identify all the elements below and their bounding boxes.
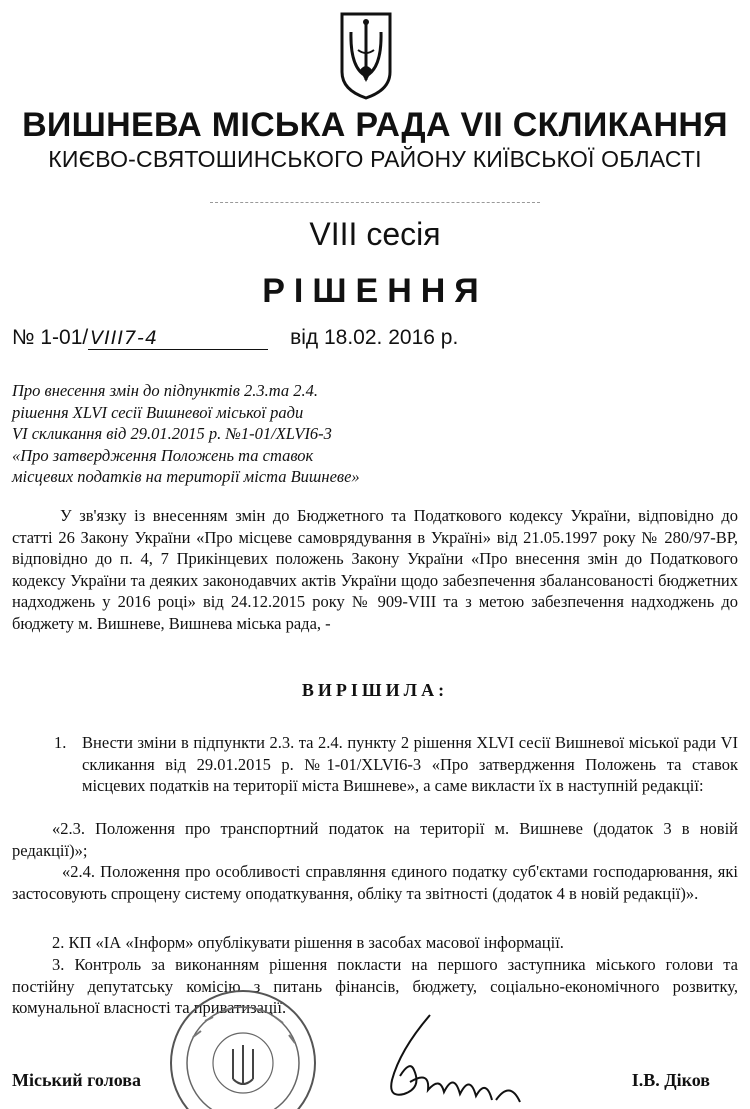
resolution-item-2: 2. КП «ІА «Інформ» опублікувати рішення в засобах масової інформації.: [52, 933, 564, 952]
subject-line: «Про затвердження Положень та ставок: [12, 445, 314, 465]
divider: [210, 202, 540, 203]
council-title: ВИШНЕВА МІСЬКА РАДА VII СКЛИКАННЯ: [22, 106, 728, 144]
subitem-2-4: «2.4. Положення про особливості справляння єдиного податку суб'єктами господарювання, які застосовують спрощену систему оподаткування, обліку та звітності (додаток 4 в новій редакції)».: [12, 862, 738, 903]
trident-emblem-icon: [338, 10, 394, 100]
resolution-item-1: [54, 732, 738, 797]
item-text: Внести зміни в підпункти 2.3. та 2.4. пункту 2 рішення XLVI сесії Вишневої міської ради VI скликання від 29.01.2015 р. №1-01/XLVI6-3 «Про затвердження Положень та ставок місцевих податків на території міста Вишневе», а саме викласти їх в наступній редакції:: [82, 733, 738, 795]
handwritten-signature-icon: [370, 1010, 550, 1109]
session-label: VIII сесія: [309, 216, 441, 252]
item-number: 1.: [54, 733, 67, 752]
subject-line: місцевих податків на території міста Вишневе»: [12, 467, 360, 486]
decision-number-prefix: № 1-01/: [12, 326, 89, 349]
intro-paragraph: У зв'язку із внесенням змін до Бюджетного та Податкового кодексу України, відповідно до статті 26 Закону України «Про місцеве самоврядування в Україні» від 21.05.1997 року № 280/97-ВР, відповідно до п. 4, 7 Прикінцевих положень Закону України «Про внесення змін до Податкового кодексу України та деяких законодавчих актів України щодо забезпечення збалансованості бюджетних надходжень у 2016 році» від 24.12.2015 року № 909-VIII та з метою забезпечення надходжень до бюджету м. Вишневе, Вишнева міська рада, -: [12, 506, 738, 633]
resolution-item-3: 3. Контроль за виконанням рішення покласти на першого заступника міського голови та постійну депутатську комісію з питань фінансів, бюджету, соціально-економічного розвитку, комунальної власності та приватизації.: [12, 955, 738, 1017]
subject-line: Про внесення змін до підпунктів 2.3.та 2.4.: [12, 381, 318, 400]
mayor-name: І.В. Діков: [631, 1070, 710, 1090]
decision-date: від 18.02. 2016 р.: [290, 326, 459, 349]
document-type: РІШЕННЯ: [262, 272, 488, 310]
subitem-2-3: «2.3. Положення про транспортний податок на території м. Вишневе (додаток 3 в новій редакції)»;: [12, 819, 738, 860]
official-round-seal-icon: [165, 985, 320, 1109]
subject-line: VI скликання від 29.01.2015 р. №1-01/XLVI6-3: [12, 424, 332, 443]
mayor-title: Міський голова: [12, 1070, 141, 1090]
council-subtitle: КИЄВО-СВЯТОШИНСЬКОГО РАЙОНУ КИЇВСЬКОЇ ОБЛАСТІ: [48, 146, 702, 172]
decision-number-line: [12, 326, 458, 350]
decided-heading: ВИРІШИЛА:: [301, 680, 449, 700]
decision-subject: [12, 380, 360, 488]
handwritten-number: VIII7-4: [88, 327, 268, 350]
subject-line: рішення XLVI сесії Вишневої міської ради: [12, 402, 304, 422]
